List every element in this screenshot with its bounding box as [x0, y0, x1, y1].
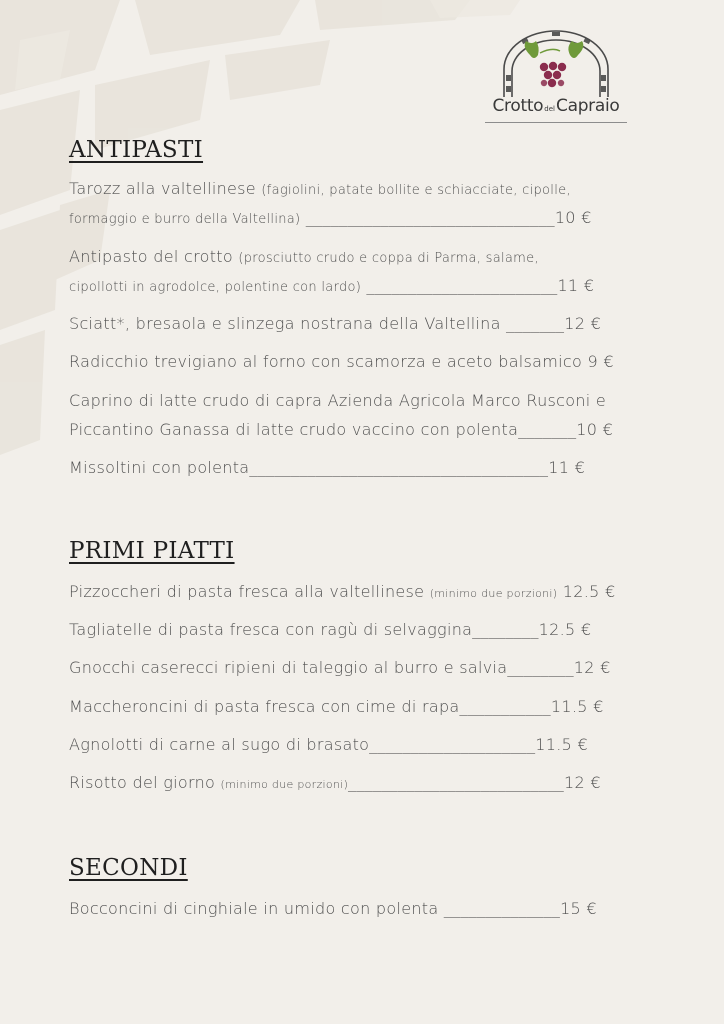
menu-item-antipasto-crotto-cont — [69, 278, 594, 294]
item-description: (fagiolini, patate bollite e schiacciate, cipolle, — [261, 183, 571, 198]
menu-item-tarozz — [69, 181, 571, 197]
item-name: Agnolotti di carne al sugo di brasato — [69, 735, 370, 754]
price-leader: ________ — [472, 620, 539, 639]
menu-item-caprino — [69, 393, 606, 409]
section-title-secondi: SECONDI — [69, 855, 188, 881]
item-price: 11 € — [548, 458, 586, 477]
item-name: Bocconcini di cinghiale in umido con polenta — [69, 899, 439, 918]
item-name: Gnocchi caserecci ripieni di taleggio al burro e salvia — [69, 658, 508, 677]
item-price: 9 € — [587, 352, 614, 371]
menu-item-maccheroncini — [69, 699, 604, 715]
item-name: Tagliatelle di pasta fresca con ragù di selvaggina — [69, 620, 473, 639]
logo-divider — [485, 122, 627, 123]
item-price: 11.5 € — [550, 697, 604, 716]
price-leader: ____________________________________ — [249, 458, 549, 477]
item-name: Tarozz alla valtellinese — [69, 179, 256, 198]
menu-item-tarozz-cont — [69, 210, 592, 226]
item-name: Missoltini con polenta — [69, 458, 250, 477]
item-name: Radicchio trevigiano al forno con scamorza e aceto balsamico — [69, 352, 583, 371]
item-description: cipollotti in agrodolce, polentine con lardo) — [69, 280, 362, 295]
item-price: 12 € — [564, 314, 602, 333]
price-leader: _______________________ — [366, 276, 558, 295]
menu-item-radicchio — [69, 354, 614, 370]
item-price: 12 € — [573, 658, 611, 677]
item-name: Antipasto del crotto — [69, 247, 233, 266]
item-price: 12.5 € — [562, 582, 616, 601]
price-leader: __________________________ — [348, 773, 564, 792]
item-description: formaggio e burro della Valtellina) — [69, 212, 301, 227]
section-title-antipasti: ANTIPASTI — [69, 137, 204, 163]
menu-item-missoltini — [69, 460, 585, 476]
section-title-primi: PRIMI PIATTI — [69, 538, 235, 564]
item-name: Piccantino Ganassa di latte crudo vaccino con polenta — [69, 420, 519, 439]
grape-leaf-icon — [525, 41, 584, 58]
grape-cluster-icon — [540, 62, 566, 87]
menu-item-sciatt — [69, 316, 601, 332]
item-name: Maccheroncini di pasta fresca con cime di rapa — [69, 697, 460, 716]
price-leader: _______ — [506, 314, 565, 333]
price-leader: _______ — [518, 420, 577, 439]
logo-name-part1: Crotto — [492, 96, 544, 116]
item-price: 11 € — [557, 276, 595, 295]
menu-item-bocconcini — [69, 901, 597, 917]
restaurant-name — [482, 98, 630, 115]
price-leader: ______________ — [443, 899, 561, 918]
menu-item-antipasto-crotto — [69, 249, 539, 265]
item-name: Sciatt*, bresaola e slinzega nostrana della Valtellina — [69, 314, 501, 333]
item-note: (minimo due porzioni) — [429, 587, 558, 600]
menu-item-gnocchi — [69, 660, 611, 676]
item-price: 10 € — [554, 208, 592, 227]
menu-item-tagliatelle — [69, 622, 591, 638]
item-price: 10 € — [576, 420, 614, 439]
menu-item-pizzoccheri — [69, 584, 615, 600]
item-price: 12 € — [563, 773, 601, 792]
item-note: (minimo due porzioni) — [220, 778, 349, 791]
item-price: 15 € — [560, 899, 597, 918]
item-price: 12.5 € — [538, 620, 592, 639]
item-name: Pizzoccheri di pasta fresca alla valtellinese — [69, 582, 425, 601]
price-leader: ___________ — [459, 697, 551, 716]
logo-name-part2: del — [544, 105, 555, 113]
price-leader: ________ — [507, 658, 574, 677]
item-name: Caprino di latte crudo di capra Azienda Agricola Marco Rusconi e — [69, 391, 607, 410]
item-description: (prosciutto crudo e coppa di Parma, salame, — [238, 251, 539, 266]
item-name: Risotto del giorno — [69, 773, 216, 792]
menu-item-agnolotti — [69, 737, 588, 753]
logo-name-part3: Capraio — [556, 96, 620, 116]
price-leader: ______________________________ — [305, 208, 555, 227]
menu-item-risotto — [69, 775, 601, 791]
menu-item-caprino-cont — [69, 422, 613, 438]
item-price: 11.5 € — [535, 735, 588, 754]
price-leader: ____________________ — [369, 735, 536, 754]
